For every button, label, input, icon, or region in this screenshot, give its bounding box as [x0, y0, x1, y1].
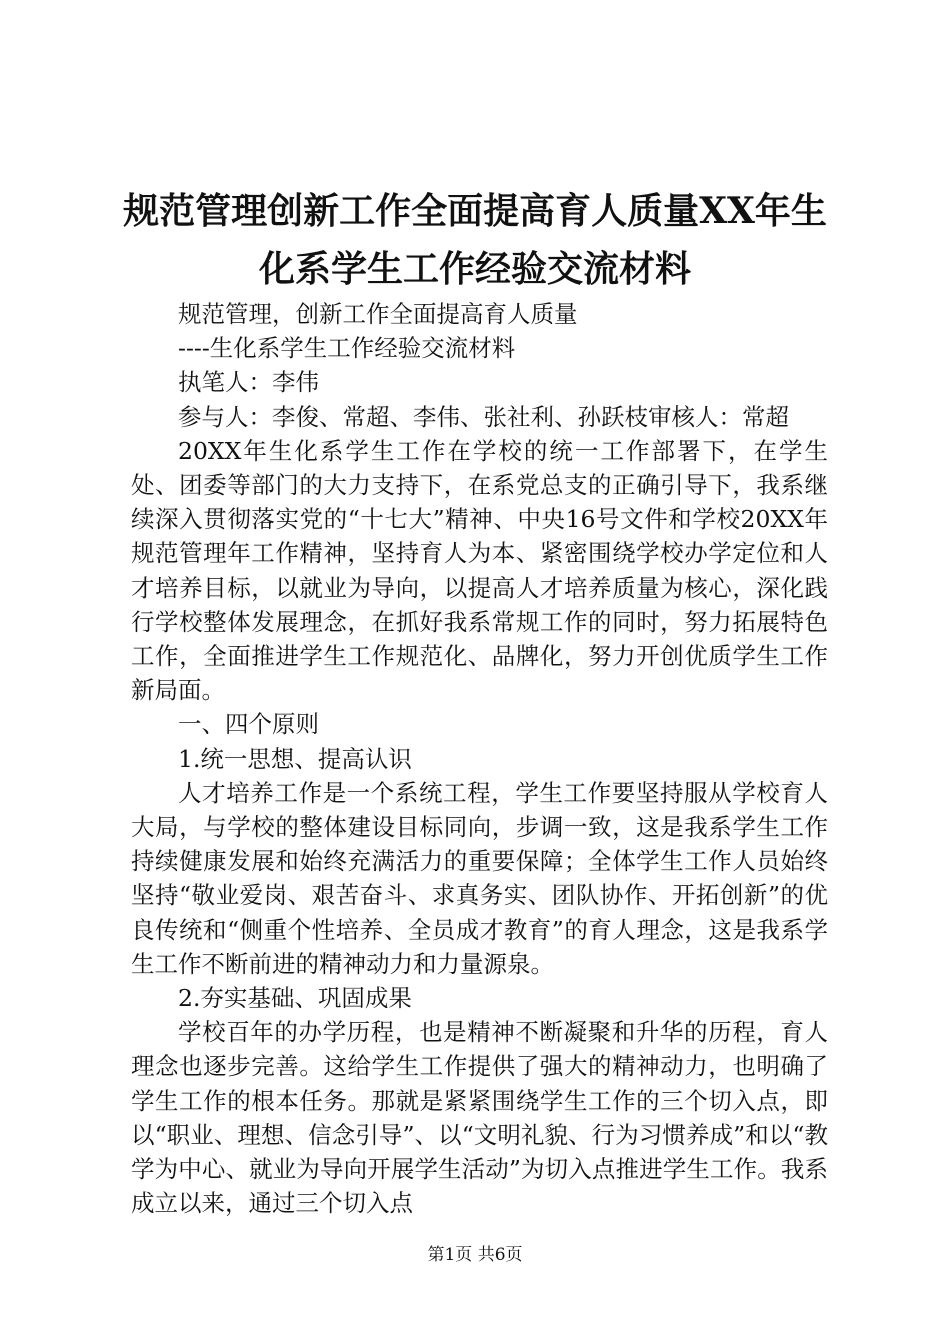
- section-heading: 一、四个原则: [178, 710, 319, 739]
- page-number-footer: 第1页 共6页: [427, 1245, 523, 1265]
- document-body: [131, 297, 828, 1220]
- subtitle-dash-line: ----生化系学生工作经验交流材料: [178, 334, 516, 363]
- body-paragraph: 学校百年的办学历程，也是精神不断凝聚和升华的历程，育人理念也逐步完善。这给学生工作提供了强大的精神动力，也明确了学生工作的根本任务。那就是紧紧围绕学生工作的三个切入点，即以“职业、理想、信念引导”、以“文明礼貌、行为习惯养成”和以“教学为中心、就业为导向开展学生活动”为切入点推进学生工作。我系成立以来，通过三个切入点: [131, 1018, 828, 1218]
- subtitle-line: 规范管理，创新工作全面提高育人质量: [178, 300, 578, 328]
- subsection-heading: 2.夯实基础、巩固成果: [178, 984, 412, 1013]
- body-paragraph: 人才培养工作是一个系统工程，学生工作要坚持服从学校育人大局，与学校的整体建设目标同向，步调一致，这是我系学生工作持续健康发展和始终充满活力的重要保障；全体学生工作人员始终坚持“敬业爱岗、艰苦奋斗、求真务实、团队协作、开拓创新”的优良传统和“侧重个性培养、全员成才教育”的育人理念，这是我系学生工作不断前进的精神动力和力量源泉。: [131, 778, 828, 978]
- body-paragraph: 20XX年生化系学生工作在学校的统一工作部署下，在学生处、团委等部门的大力支持下，在系党总支的正确引导下，我系继续深入贯彻落实党的“十七大”精神、中央16号文件和学校20XX年规范管理年工作精神，坚持育人为本、紧密围绕学校办学定位和人才培养目标，以就业为导向，以提高人才培养质量为核心，深化践行学校整体发展理念，在抓好我系常规工作的同时，努力拓展特色工作，全面推进学生工作规范化、品牌化，努力开创优质学生工作新局面。: [131, 436, 828, 705]
- author-line: 执笔人：李伟: [178, 368, 319, 397]
- participants-line: 参与人：李俊、常超、李伟、张社利、孙跃枝审核人：常超: [178, 402, 789, 431]
- subsection-heading: 1.统一思想、提高认识: [178, 744, 412, 773]
- document-title: 规范管理创新工作全面提高育人质量XX年生化系学生工作经验交流材料: [123, 190, 827, 290]
